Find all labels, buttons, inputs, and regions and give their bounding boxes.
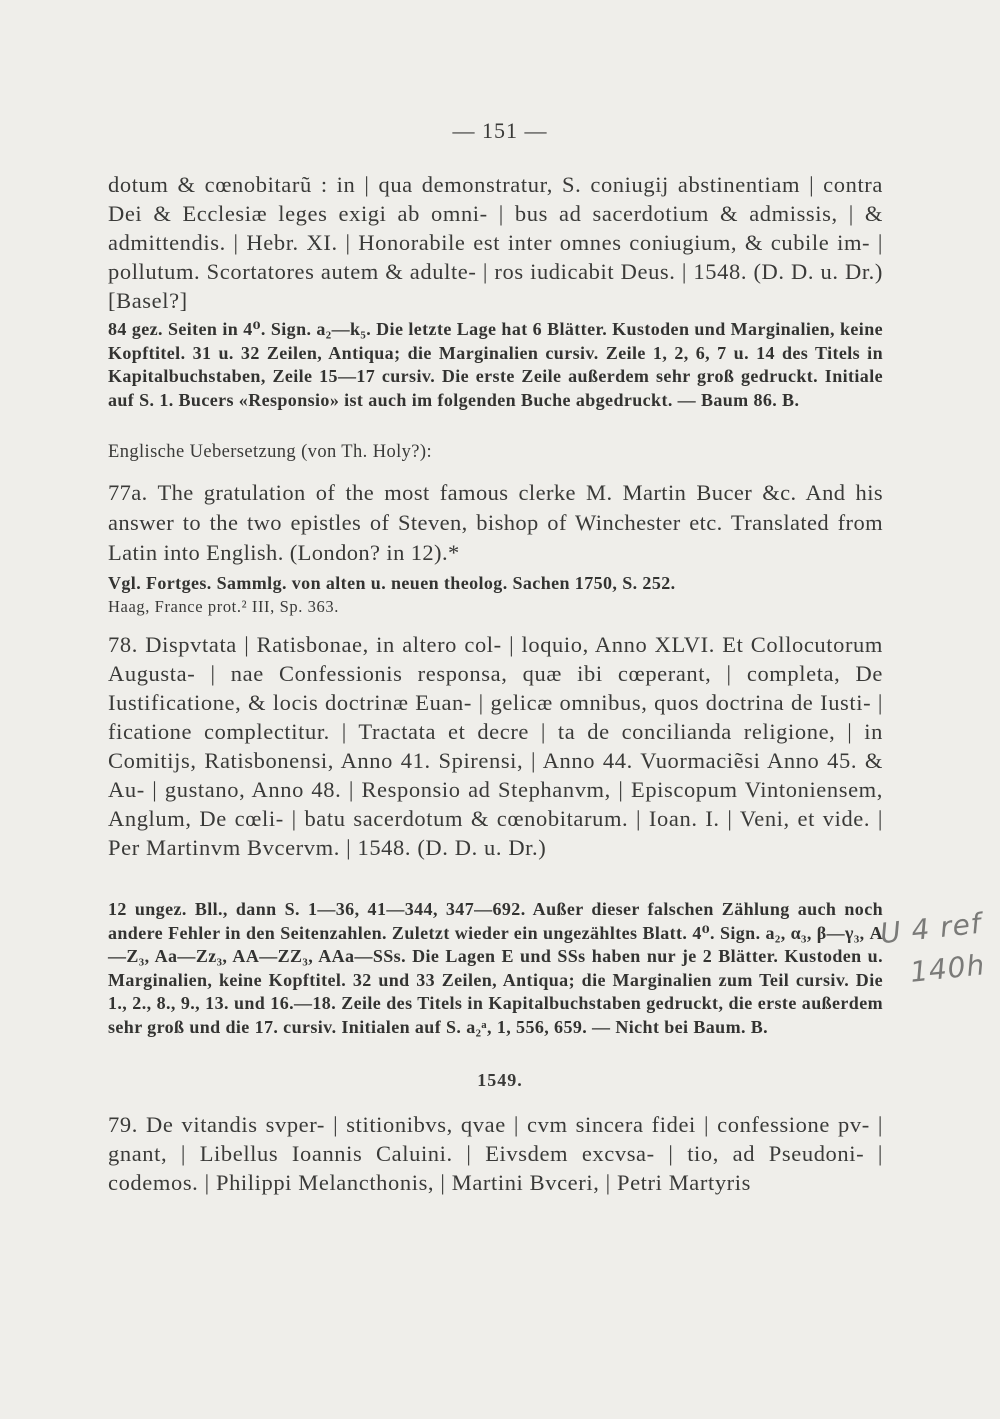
entry-77-translation-block xyxy=(108,442,883,463)
entry-77a-text: 77a. The gratulation of the most famous clerke M. Martin Bucer &c. And his answer to the two epistles of Steven, bishop of Winchester etc. Translated from Latin into English. (London? in 12).* xyxy=(108,480,883,565)
entry-77a-block xyxy=(108,478,883,568)
entry-78-description-block xyxy=(108,898,883,1039)
year-heading: 1549. xyxy=(477,1070,523,1090)
handwritten-annotation-line-2: 140h xyxy=(908,948,987,989)
entry-77-description: 84 gez. Seiten in 4⁰. Sign. a₂—k₅. Die letzte Lage hat 6 Blätter. Kustoden und Marginalien, keine Kopftitel. 31 u. 32 Zeilen, Antiqua; die Marginalien cursiv. Zeile 1, 2, 6, 7 u. 14 des Titels in Kapitalbuchstaben, Zeile 15—17 cursiv. Die erste Zeile außerdem sehr groß gedruckt. Initiale auf S. 1. Bucers «Responsio» ist auch im folgenden Buche abgedruckt. — Baum 86. B. xyxy=(108,319,883,410)
translation-caption: Englische Uebersetzung (von Th. Holy?): xyxy=(108,442,433,462)
page-number: — 151 — xyxy=(452,118,548,143)
entry-79-block xyxy=(108,1110,883,1197)
entry-77a-reference-1: Vgl. Fortges. Sammlg. von alten u. neuen theolog. Sachen 1750, S. 252. xyxy=(108,573,676,593)
entry-79-latin-title: 79. De vitandis svper- | stitionibvs, qvae | cvm sincera fidei | confessione pv- | gnant, | Libellus Ioannis Caluini. | Eivsdem excvsa- | tio, ad Pseudoni- | codemos. | Philippi Melancthonis, | Martini Bvceri, | Petri Martyris xyxy=(108,1112,883,1195)
entry-77a-reference-2: Haag, France prot.² III, Sp. 363. xyxy=(108,596,339,616)
entry-78-description: 12 ungez. Bll., dann S. 1—36, 41—344, 347—692. Außer dieser falschen Zählung auch noch andere Fehler in den Seitenzahlen. Zuletzt wieder ein ungezähltes Blatt. 4⁰. Sign. a₂, α₃, β—γ₃, A—Z₃, Aa—Zz₃, AA—ZZ₃, AAa—SSs. Die Lagen E und SSs haben nur je 2 Blätter. Kustoden u. Marginalien, keine Kopftitel. 32 und 33 Zeilen, Antiqua; die Marginalien zum Teil cursiv. Die 1., 2., 8., 9., 13. und 16.—18. Zeile des Titels in Kapitalbuchstaben gedruckt, die erste außerdem sehr groß und die 17. cursiv. Initialen auf S. a₂ᵃ, 1, 556, 659. — Nicht bei Baum. B. xyxy=(108,899,883,1037)
entry-77-description-block xyxy=(108,318,883,412)
entry-77-latin-title: dotum & cœnobitarũ : in | qua demonstratur, S. coniugij abstinentiam | contra Dei & Ecclesiæ leges exigi ab omni- | bus ad sacerdotium & admissis, | & admittendis. | Hebr. XI. | Honorabile est inter omnes coniugium, & cubile im- | pollutum. Scortatores autem & adulte- | ros iudicabit Deus. | 1548. (D. D. u. Dr.) [Basel?] xyxy=(108,172,883,313)
entry-77a-refs xyxy=(108,572,883,618)
entry-77-block xyxy=(108,170,883,315)
entry-78-block xyxy=(108,630,883,862)
entry-78-latin-title: 78. Dispvtata | Ratisbonae, in altero col- | loquio, Anno XLVI. Et Collocutorum Augusta- | nae Confessionis responsa, quæ ibi cœperant, | completa, De Iustificatione, & locis doctrinæ Euan- | gelicæ omnibus, quos doctrina de Iusti- | ficatione complectitur. | Tractata et decre | ta de concilianda religione, | in Comitijs, Ratisbonensi, Anno 41. Spirensi, | Anno 44. Vuormaciẽsi Anno 45. & Au- | gustano, Anno 48. | Responsio ad Stephanvm, | Episcopum Vintoniensem, Anglum, De cœli- | batu sacerdotum & cœnobitarum. | Ioan. I. | Veni, et vide. | Per Martinvm Bvcervm. | 1548. (D. D. u. Dr.) xyxy=(108,632,883,860)
handwritten-annotation-line-1: U 4 ref xyxy=(878,906,984,951)
